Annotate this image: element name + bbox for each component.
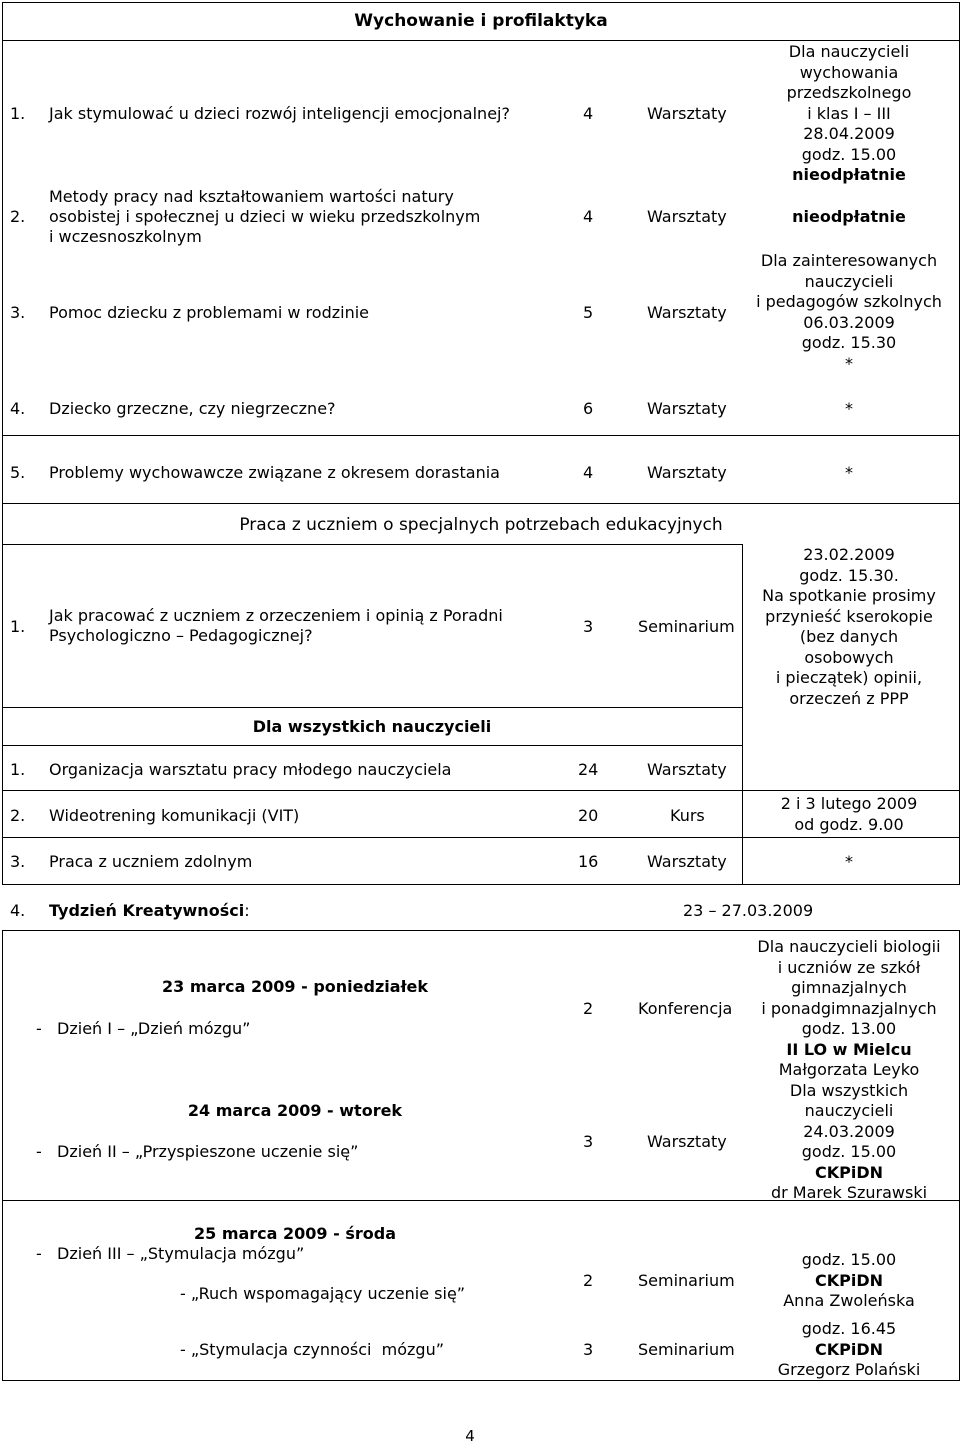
row-number: 3. [10,852,26,871]
note-line: Dla zainteresowanych [760,251,938,270]
course-hours: 2 [583,999,594,1018]
note-line: nauczycieli [804,271,894,291]
course-hours: 16 [578,852,599,871]
row-number: 3. [10,303,26,322]
note-line: godz. 15.30 [801,333,897,352]
note-line: godz. 15.00 [801,1250,897,1269]
course-hours: 4 [583,104,594,123]
course-title: Wideotrening komunikacji (VIT) [49,806,300,825]
course-form: Warsztaty [647,207,727,226]
course-hours: 20 [578,806,599,825]
course-hours: 24 [578,760,599,779]
course-form: Seminarium [638,1271,735,1290]
course-form: Kurs [670,806,705,825]
note-bold: CKPiDN [814,1162,884,1182]
day-item: - Dzień I – „Dzień mózgu” [36,1019,251,1038]
course-title: Problemy wychowawcze związane z okresem dorastania [49,463,500,482]
course-title: Praca z uczniem zdolnym [49,852,253,871]
course-note [745,794,953,835]
note-line: i pedagogów szkolnych [756,292,942,311]
note-line: i uczniów ze szkół [777,957,921,977]
title-line: Jak pracować z uczniem z orzeczeniem i opinią z Poradni [49,606,503,625]
course-note [745,1319,953,1381]
course-title [49,606,503,646]
note-line: orzeczeń z PPP [789,688,909,708]
course-form: Warsztaty [647,1132,727,1151]
course-title: Dziecko grzeczne, czy niegrzeczne? [49,399,336,418]
note-line: Dla wszystkich [789,1080,909,1100]
course-note [745,42,953,186]
course-note: nieodpłatnie [792,207,906,226]
course-form: Warsztaty [647,399,727,418]
row-number: 1. [10,617,26,636]
row-number: 5. [10,463,26,482]
course-note: * [845,852,853,871]
event-dates: 23 – 27.03.2009 [683,901,814,920]
course-hours: 3 [583,1132,594,1151]
course-form: Warsztaty [647,760,727,779]
note-line: godz. 15.00 [801,144,897,164]
note-line: przedszkolnego [786,83,912,102]
note-line: godz. 15.30. [799,565,899,585]
course-title: Jak stymulować u dzieci rozwój inteligencji emocjonalnej? [49,104,510,123]
row-number: 2. [10,207,26,226]
day-heading: 24 marca 2009 - wtorek [187,1101,403,1120]
course-title [49,187,480,247]
day-heading: 25 marca 2009 - środa [193,1224,396,1243]
title-line: Metody pracy nad kształtowaniem wartości natury [49,187,454,206]
day-heading: 23 marca 2009 - poniedziałek [161,977,428,996]
note-line: 2 i 3 lutego 2009 [780,794,918,813]
course-form: Warsztaty [647,463,727,482]
note-bold: II LO w Mielcu [786,1039,912,1059]
row-number: 1. [10,104,26,123]
section-heading [49,901,250,921]
heading-title: Tydzień Kreatywności [49,901,245,920]
course-hours: 3 [583,1340,594,1359]
title-line: osobistej i społecznej u dzieci w wieku przedszkolnym [49,207,481,226]
course-note [745,545,953,709]
note-line: Dla nauczycieli biologii [757,937,941,956]
note-line: godz. 16.45 [801,1319,897,1338]
row-number: 4. [10,399,26,418]
course-note [745,1250,953,1312]
course-form: Warsztaty [647,104,727,123]
note-line: Grzegorz Polański [777,1360,921,1379]
title-line: Psychologiczno – Pedagogicznej? [49,626,313,645]
note-line: i klas I – III [807,103,891,123]
note-line: 23.02.2009 [803,545,895,564]
row-number: 1. [10,760,26,779]
day-subitem: - „Ruch wspomagający uczenie się” [180,1284,466,1303]
title-line: i wczesnoszkolnym [49,227,202,246]
course-hours: 4 [583,463,594,482]
course-title: Organizacja warsztatu pracy młodego nauczyciela [49,760,452,779]
section-title: Dla wszystkich nauczycieli [252,717,492,736]
note-line: przynieść kserokopie [765,606,933,626]
note-line: * [845,353,853,373]
note-line: 28.04.2009 [803,124,895,143]
course-note: * [845,399,853,418]
course-title: Pomoc dziecku z problemami w rodzinie [49,303,369,322]
note-bold: nieodpłatnie [792,165,906,184]
note-line: od godz. 9.00 [794,814,904,834]
section-title: Praca z uczniem o specjalnych potrzebach edukacyjnych [239,515,723,535]
heading-colon: : [244,901,250,920]
course-note [745,251,953,374]
note-bold: CKPiDN [814,1339,884,1359]
day-subitem: - „Stymulacja czynności mózgu” [180,1340,444,1359]
course-form: Warsztaty [647,303,727,322]
note-line: i ponadgimnazjalnych [761,998,937,1018]
course-form: Konferencja [638,999,733,1018]
row-number: 4. [10,901,26,920]
note-line: 24.03.2009 [803,1121,895,1141]
course-note: * [845,463,853,482]
note-line: godz. 15.00 [801,1142,897,1161]
course-form: Warsztaty [647,852,727,871]
course-hours: 2 [583,1271,594,1290]
course-form: Seminarium [638,1340,735,1359]
note-line: godz. 13.00 [801,1019,897,1038]
note-line: Anna Zwoleńska [783,1291,915,1310]
course-hours: 3 [583,617,594,636]
note-line: (bez danych [799,627,899,646]
note-line: Dla nauczycieli [788,42,910,61]
section-title: Wychowanie i profilaktyka [354,11,608,31]
page-number: 4 [465,1427,475,1445]
note-line: nauczycieli [804,1101,894,1120]
note-line: osobowych [804,647,894,667]
course-hours: 6 [583,399,594,418]
course-form: Seminarium [638,617,735,636]
note-line: 06.03.2009 [803,312,895,332]
course-hours: 4 [583,207,594,226]
note-line: Małgorzata Leyko [778,1060,920,1079]
course-note [745,937,953,1204]
note-line: i pieczątek) opinii, [775,668,923,687]
note-line: wychowania [799,62,899,82]
note-line: dr Marek Szurawski [770,1183,928,1202]
note-bold: CKPiDN [814,1270,884,1290]
day-item: - Dzień II – „Przyspieszone uczenie się” [36,1142,359,1161]
note-line: Na spotkanie prosimy [762,586,936,605]
note-line: gimnazjalnych [791,978,907,997]
day-item: - Dzień III – „Stymulacja mózgu” [36,1244,305,1263]
course-hours: 5 [583,303,594,322]
row-number: 2. [10,806,26,825]
